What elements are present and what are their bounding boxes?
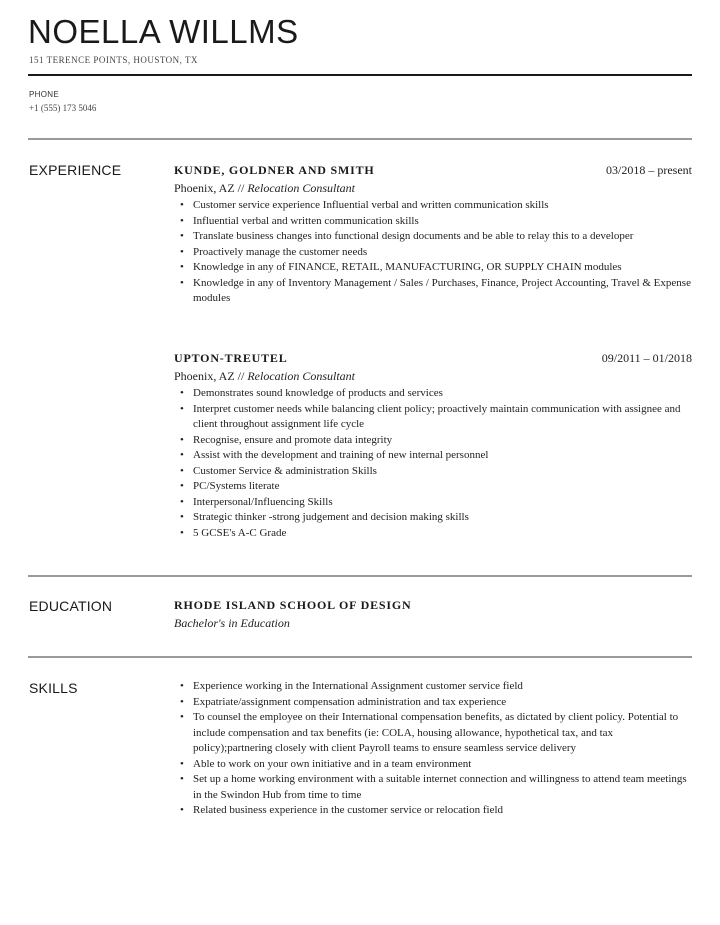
list-item bbox=[174, 198, 692, 214]
phone-number: +1 (555) 173 5046 bbox=[29, 103, 97, 113]
job-location: Phoenix, AZ // bbox=[174, 181, 245, 195]
experience-heading: EXPERIENCE bbox=[29, 162, 122, 178]
experience-entry bbox=[174, 162, 692, 307]
experience-entry bbox=[174, 350, 692, 541]
bullet-text: Able to work on your own initiative and in a team environment bbox=[193, 757, 472, 770]
section-divider bbox=[28, 656, 692, 658]
bullet-text: Interpret customer needs while balancing client policy; proactively maintain communication with assignee and client throughout assignment life cycle bbox=[193, 402, 681, 430]
bullet-text: PC/Systems literate bbox=[193, 480, 280, 492]
bullet-text: Knowledge in any of FINANCE, RETAIL, MANUFACTURING, OR SUPPLY CHAIN modules bbox=[193, 261, 622, 273]
list-item bbox=[174, 245, 692, 261]
list-item bbox=[174, 695, 692, 711]
bullet-text: Demonstrates sound knowledge of products and services bbox=[193, 387, 443, 399]
list-item bbox=[174, 710, 692, 757]
skills-list bbox=[174, 679, 692, 819]
bullet-icon: • bbox=[180, 773, 184, 785]
list-item bbox=[174, 386, 692, 402]
list-item bbox=[174, 803, 692, 819]
job-location-role bbox=[174, 180, 692, 196]
bullet-icon: • bbox=[180, 387, 184, 399]
list-item bbox=[174, 214, 692, 230]
bullet-icon: • bbox=[180, 695, 184, 708]
list-item bbox=[174, 526, 692, 542]
bullet-icon: • bbox=[180, 449, 184, 461]
bullet-text: 5 GCSE's A-C Grade bbox=[193, 526, 287, 539]
bullet-text: Influential verbal and written communication skills bbox=[193, 214, 419, 227]
employment-dates: 03/2018 – present bbox=[606, 163, 692, 177]
bullet-icon: • bbox=[180, 402, 184, 415]
job-role: Relocation Consultant bbox=[247, 369, 356, 383]
bullet-icon: • bbox=[180, 495, 184, 508]
skills-heading: SKILLS bbox=[29, 680, 78, 696]
list-item bbox=[174, 757, 692, 773]
education-entry bbox=[174, 597, 692, 631]
list-item bbox=[174, 402, 692, 433]
list-item bbox=[174, 229, 692, 245]
skills-bullets bbox=[174, 679, 692, 819]
bullet-icon: • bbox=[180, 433, 184, 446]
bullet-text: Interpersonal/Influencing Skills bbox=[193, 495, 333, 508]
bullet-text: Translate business changes into functional design documents and be able to relay this to a developer bbox=[193, 230, 634, 242]
bullet-text: Assist with the development and training of new internal personnel bbox=[193, 449, 489, 461]
list-item bbox=[174, 479, 692, 495]
bullet-text: Recognise, ensure and promote data integrity bbox=[193, 433, 393, 446]
bullet-text: Expatriate/assignment compensation administration and tax experience bbox=[193, 695, 507, 708]
header-divider bbox=[28, 74, 692, 76]
section-divider bbox=[28, 575, 692, 577]
bullet-icon: • bbox=[180, 511, 184, 523]
bullet-text: To counsel the employee on their International compensation benefits, as dictated by client policy. Potential to include compensation and tax benefits (ie: COLA, housing allowance, hypothetical tax, and tax policy);partnering closely with client Payroll teams to ensure seamless service delivery bbox=[193, 711, 679, 754]
bullet-icon: • bbox=[180, 526, 184, 539]
list-item bbox=[174, 495, 692, 511]
bullet-icon: • bbox=[180, 245, 184, 258]
list-item bbox=[174, 464, 692, 480]
list-item bbox=[174, 679, 692, 695]
list-item bbox=[174, 276, 692, 307]
job-role: Relocation Consultant bbox=[247, 181, 356, 195]
bullet-icon: • bbox=[180, 757, 184, 770]
list-item bbox=[174, 433, 692, 449]
list-item bbox=[174, 772, 692, 803]
list-item bbox=[174, 510, 692, 526]
bullet-text: Experience working in the International Assignment customer service field bbox=[193, 680, 523, 692]
list-item bbox=[174, 448, 692, 464]
bullet-icon: • bbox=[180, 214, 184, 227]
bullet-icon: • bbox=[180, 230, 184, 242]
candidate-name: NOELLA WILLMS bbox=[28, 13, 299, 50]
education-heading: EDUCATION bbox=[29, 598, 113, 614]
job-bullets bbox=[174, 386, 692, 541]
bullet-text: Related business experience in the customer service or relocation field bbox=[193, 804, 504, 816]
bullet-text: Set up a home working environment with a suitable internet connection and willingness to attend team meetings in the Swindon Hub from time to time bbox=[193, 773, 687, 801]
company-name: KUNDE, GOLDNER AND SMITH bbox=[174, 163, 375, 177]
bullet-text: Strategic thinker -strong judgement and decision making skills bbox=[193, 511, 469, 523]
section-divider bbox=[28, 138, 692, 140]
school-name: RHODE ISLAND SCHOOL OF DESIGN bbox=[174, 598, 412, 612]
bullet-text: Knowledge in any of Inventory Management / Sales / Purchases, Finance, Project Accounting, Travel & Expense modules bbox=[193, 276, 691, 304]
bullet-icon: • bbox=[180, 464, 184, 477]
bullet-icon: • bbox=[180, 480, 184, 492]
bullet-text: Customer Service & administration Skills bbox=[193, 464, 377, 477]
company-name: UPTON-TREUTEL bbox=[174, 351, 288, 365]
bullet-icon: • bbox=[180, 804, 184, 816]
job-bullets bbox=[174, 198, 692, 307]
bullet-icon: • bbox=[180, 711, 184, 723]
bullet-icon: • bbox=[180, 680, 184, 692]
bullet-text: Proactively manage the customer needs bbox=[193, 245, 368, 258]
bullet-text: Customer service experience Influential verbal and written communication skills bbox=[193, 199, 549, 211]
degree: Bachelor's in Education bbox=[174, 616, 290, 630]
bullet-icon: • bbox=[180, 261, 184, 273]
bullet-icon: • bbox=[180, 276, 184, 289]
job-location: Phoenix, AZ // bbox=[174, 369, 245, 383]
job-location-role bbox=[174, 368, 692, 384]
phone-label: PHONE bbox=[29, 90, 59, 99]
bullet-icon: • bbox=[180, 199, 184, 211]
list-item bbox=[174, 260, 692, 276]
employment-dates: 09/2011 – 01/2018 bbox=[601, 351, 692, 365]
candidate-address: 151 TERENCE POINTS, HOUSTON, TX bbox=[29, 55, 199, 65]
